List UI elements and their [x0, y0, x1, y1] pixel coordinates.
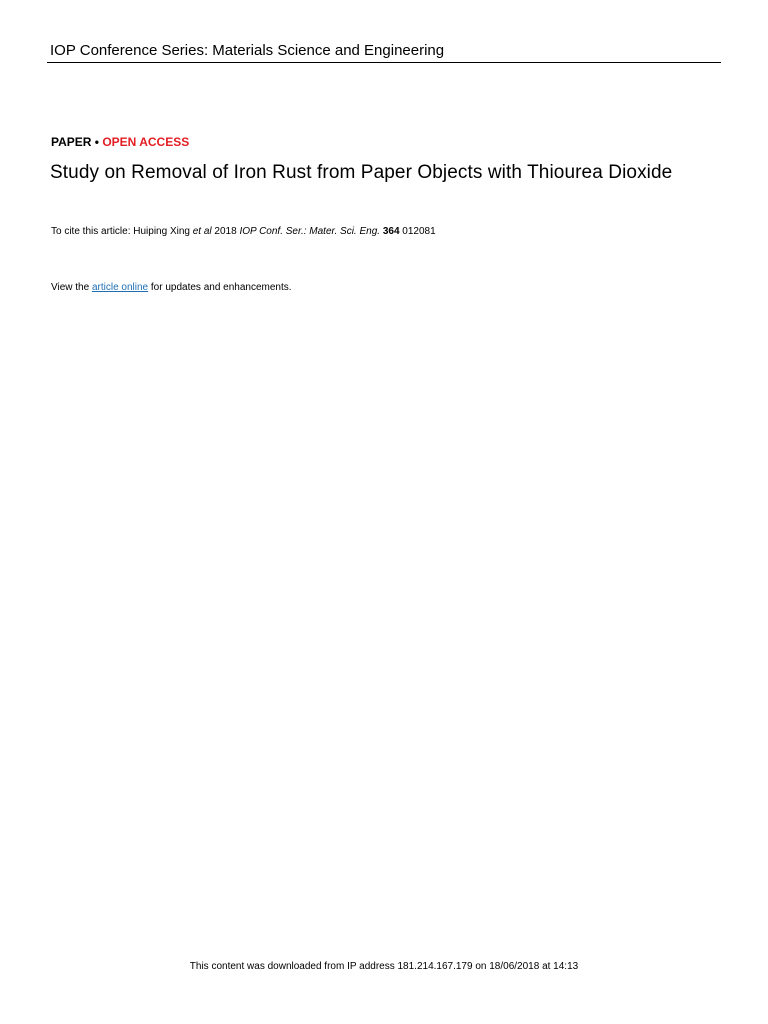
article-title: Study on Removal of Iron Rust from Paper Objects with Thiourea Dioxide [50, 162, 673, 183]
citation-journal: IOP Conf. Ser.: Mater. Sci. Eng. [239, 226, 381, 237]
header-divider [47, 62, 721, 63]
citation-year: 2018 [211, 226, 240, 237]
article-online-link[interactable]: article online [91, 282, 149, 293]
citation-article-number: 012081 [399, 226, 436, 237]
label-separator: • [91, 135, 103, 149]
article-type-label [51, 135, 189, 149]
open-access-label: OPEN ACCESS [102, 135, 190, 149]
citation-line [51, 226, 436, 238]
citation-prefix: To cite this article: Huiping Xing [51, 226, 193, 237]
citation-et-al: et al [192, 226, 212, 237]
view-online-suffix: for updates and enhancements. [148, 282, 292, 293]
paper-label: PAPER [51, 135, 92, 149]
journal-name: IOP Conference Series: Materials Science and Engineering [50, 42, 445, 59]
view-online-prefix: View the [51, 282, 92, 293]
download-note: This content was downloaded from IP address 181.214.167.179 on 18/06/2018 at 14:13 [189, 961, 579, 972]
view-online-line [51, 282, 292, 294]
citation-volume: 364 [382, 226, 400, 237]
